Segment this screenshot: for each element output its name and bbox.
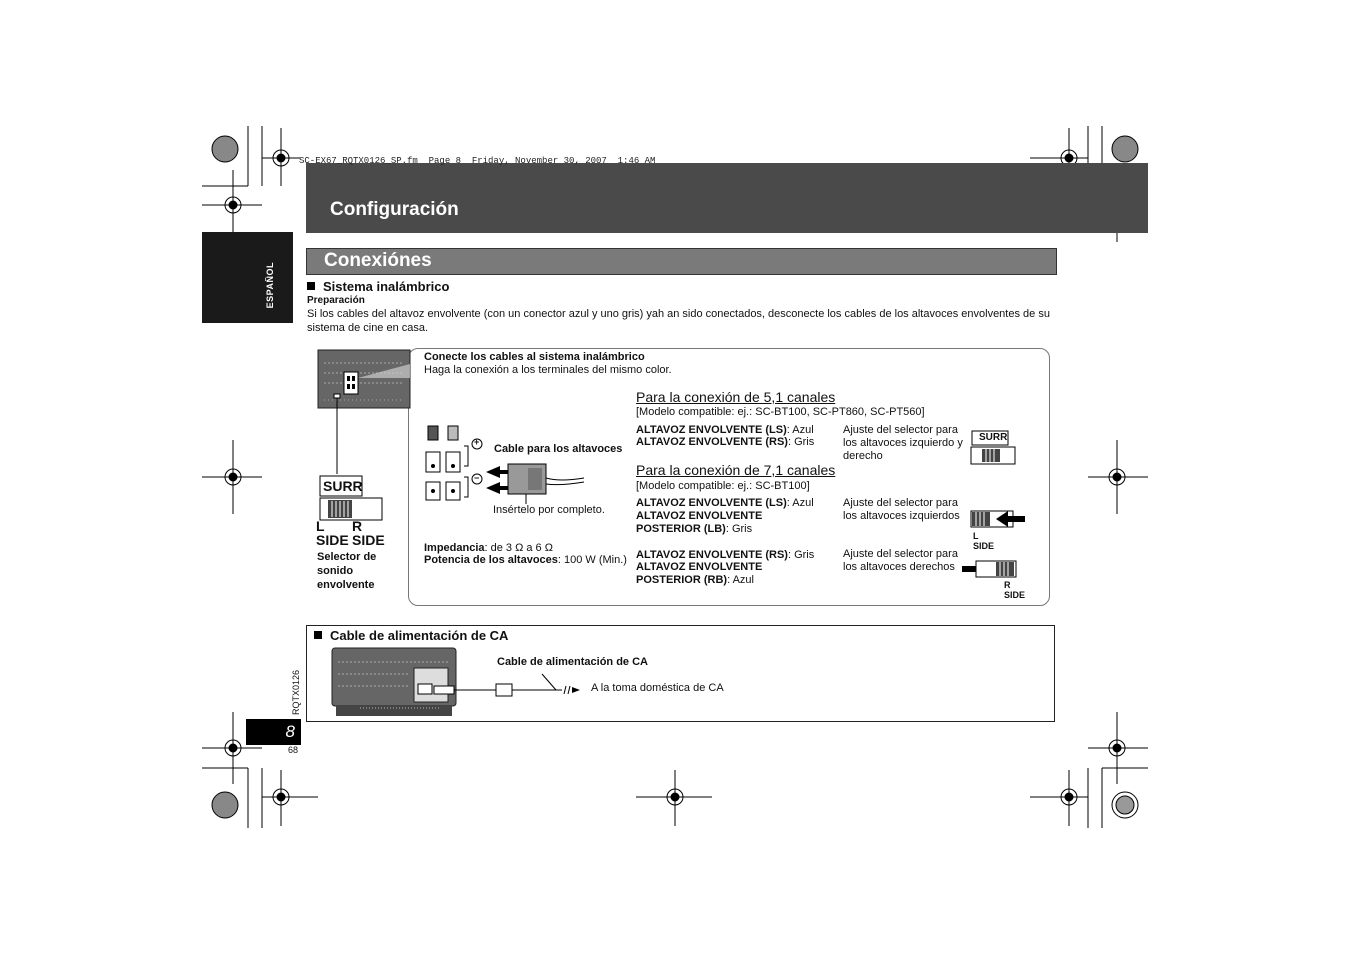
ch51-title: Para la conexión de 5,1 canales — [636, 389, 836, 405]
bullet-square-icon — [314, 631, 322, 639]
selector-l-side-1: L — [316, 518, 325, 534]
bullet-square-icon — [307, 282, 315, 290]
ac-heading-text: Cable de alimentación de CA — [330, 628, 509, 643]
ch71-group2-line3 — [636, 574, 754, 587]
insert-text: Insértelo por completo. — [493, 504, 605, 516]
page-title: Configuración — [330, 199, 459, 220]
selector-r-side-2: SIDE — [352, 532, 385, 548]
selector-r-side-1: R — [352, 518, 363, 534]
ch71-models: [Modelo compatible: ej.: SC-BT100] — [636, 480, 810, 492]
section-title: Conexiónes — [324, 250, 432, 271]
ch71-l-side-2: SIDE — [973, 541, 995, 551]
ch71-group1-l3-value: : Gris — [725, 523, 753, 535]
header-band — [306, 163, 1148, 233]
impedance-value: : de 3 Ω a 6 Ω — [484, 542, 553, 554]
ch51-models: [Modelo compatible: ej.: SC-BT100, SC-PT860, SC-PT560] — [636, 406, 925, 418]
sub-page-number: 68 — [288, 745, 299, 755]
ch71-group1-line3 — [636, 523, 752, 536]
ch71-left-selector-drawing — [970, 508, 1026, 532]
page-number: 8 — [246, 719, 301, 745]
ac-cable-label: Cable de alimentación de CA — [497, 656, 648, 668]
ch51-ls-value: : Azul — [786, 424, 814, 436]
ch71-r-side-2: SIDE — [1004, 590, 1026, 600]
ch71-title: Para la conexión de 7,1 canales — [636, 462, 836, 478]
ch71-group1-line2: ALTAVOZ ENVOLVENTE — [636, 510, 763, 522]
cable-label: Cable para los altavoces — [494, 443, 623, 455]
ch51-rs — [636, 436, 814, 449]
ch71-group2-l1-value: : Gris — [787, 549, 815, 561]
ch51-adjust-3: derecho — [843, 450, 883, 462]
ch71-group1-l1-label: ALTAVOZ ENVOLVENTE (LS) — [636, 497, 787, 509]
ch51-adjust-1: Ajuste del selector para — [843, 424, 958, 436]
power-label: Potencia de los altavoces — [424, 554, 558, 566]
ch51-surr-label: SURR — [979, 432, 1008, 443]
ch71-right-selector-drawing — [960, 558, 1020, 582]
selector-label-3: envolvente — [317, 579, 375, 591]
wireless-heading — [307, 279, 449, 294]
wireless-heading-text: Sistema inalámbrico — [323, 279, 450, 294]
prep-text-line-1: Si los cables del altavoz envolvente (con un conector azul y uno gris) yah an sido conectados, desconecte los cables de los altavoces envolventes de su — [307, 308, 1050, 320]
ch71-group2-line2: ALTAVOZ ENVOLVENTE — [636, 561, 763, 573]
power-value: : 100 W (Min.) — [557, 554, 627, 566]
terminal-plug-drawing — [420, 422, 590, 510]
minus-sign: − — [474, 473, 480, 483]
ch51-ls-label: ALTAVOZ ENVOLVENTE (LS) — [636, 424, 787, 436]
connect-text: Haga la conexión a los terminales del mismo color. — [424, 364, 672, 376]
ch71-l-side-1: L — [973, 531, 979, 541]
doc-code: RQTX0126 — [291, 670, 301, 716]
impedance-label: Impedancia — [424, 542, 485, 554]
ch71-adjust-right-1: Ajuste del selector para — [843, 548, 958, 560]
ch71-group1-line1 — [636, 497, 814, 510]
file-header-line: SC-EX67_RQTX0126_SP.fm Page 8 Friday, November 30, 2007 1:46 AM — [299, 156, 656, 166]
ch71-group1-l1-value: : Azul — [786, 497, 814, 509]
selector-l-side-2: SIDE — [316, 532, 349, 548]
ch71-adjust-right-2: los altavoces derechos — [843, 561, 955, 573]
ch71-group2-l1-label: ALTAVOZ ENVOLVENTE (RS) — [636, 549, 788, 561]
ch71-r-side-1: R — [1004, 580, 1011, 590]
selector-label-2: sonido — [317, 565, 354, 577]
ac-outlet-text: A la toma doméstica de CA — [591, 682, 724, 694]
ch51-rs-label: ALTAVOZ ENVOLVENTE (RS) — [636, 436, 788, 448]
ch51-adjust-2: los altavoces izquierdo y — [843, 437, 963, 449]
ch71-adjust-left-1: Ajuste del selector para — [843, 497, 958, 509]
ch71-group2-l3-label: POSTERIOR (RB) — [636, 574, 728, 586]
plus-sign: + — [474, 437, 480, 447]
selector-surr-label: SURR — [323, 478, 363, 494]
ch71-group2-l3-value: : Azul — [727, 574, 754, 586]
ch51-rs-value: : Gris — [787, 436, 815, 448]
prep-label: Preparación — [307, 295, 365, 306]
power-line — [424, 554, 627, 567]
connect-title: Conecte los cables al sistema inalámbrico — [424, 351, 645, 363]
language-tab — [202, 232, 293, 323]
selector-label-1: Selector de — [317, 551, 377, 563]
ch71-group1-l3-label: POSTERIOR (LB) — [636, 523, 726, 535]
language-tab-label: ESPAÑOL — [265, 262, 275, 309]
ac-heading — [314, 628, 508, 643]
prep-text-line-2: sistema de cine en casa. — [307, 322, 429, 334]
ch71-adjust-left-2: los altavoces izquierdos — [843, 510, 960, 522]
